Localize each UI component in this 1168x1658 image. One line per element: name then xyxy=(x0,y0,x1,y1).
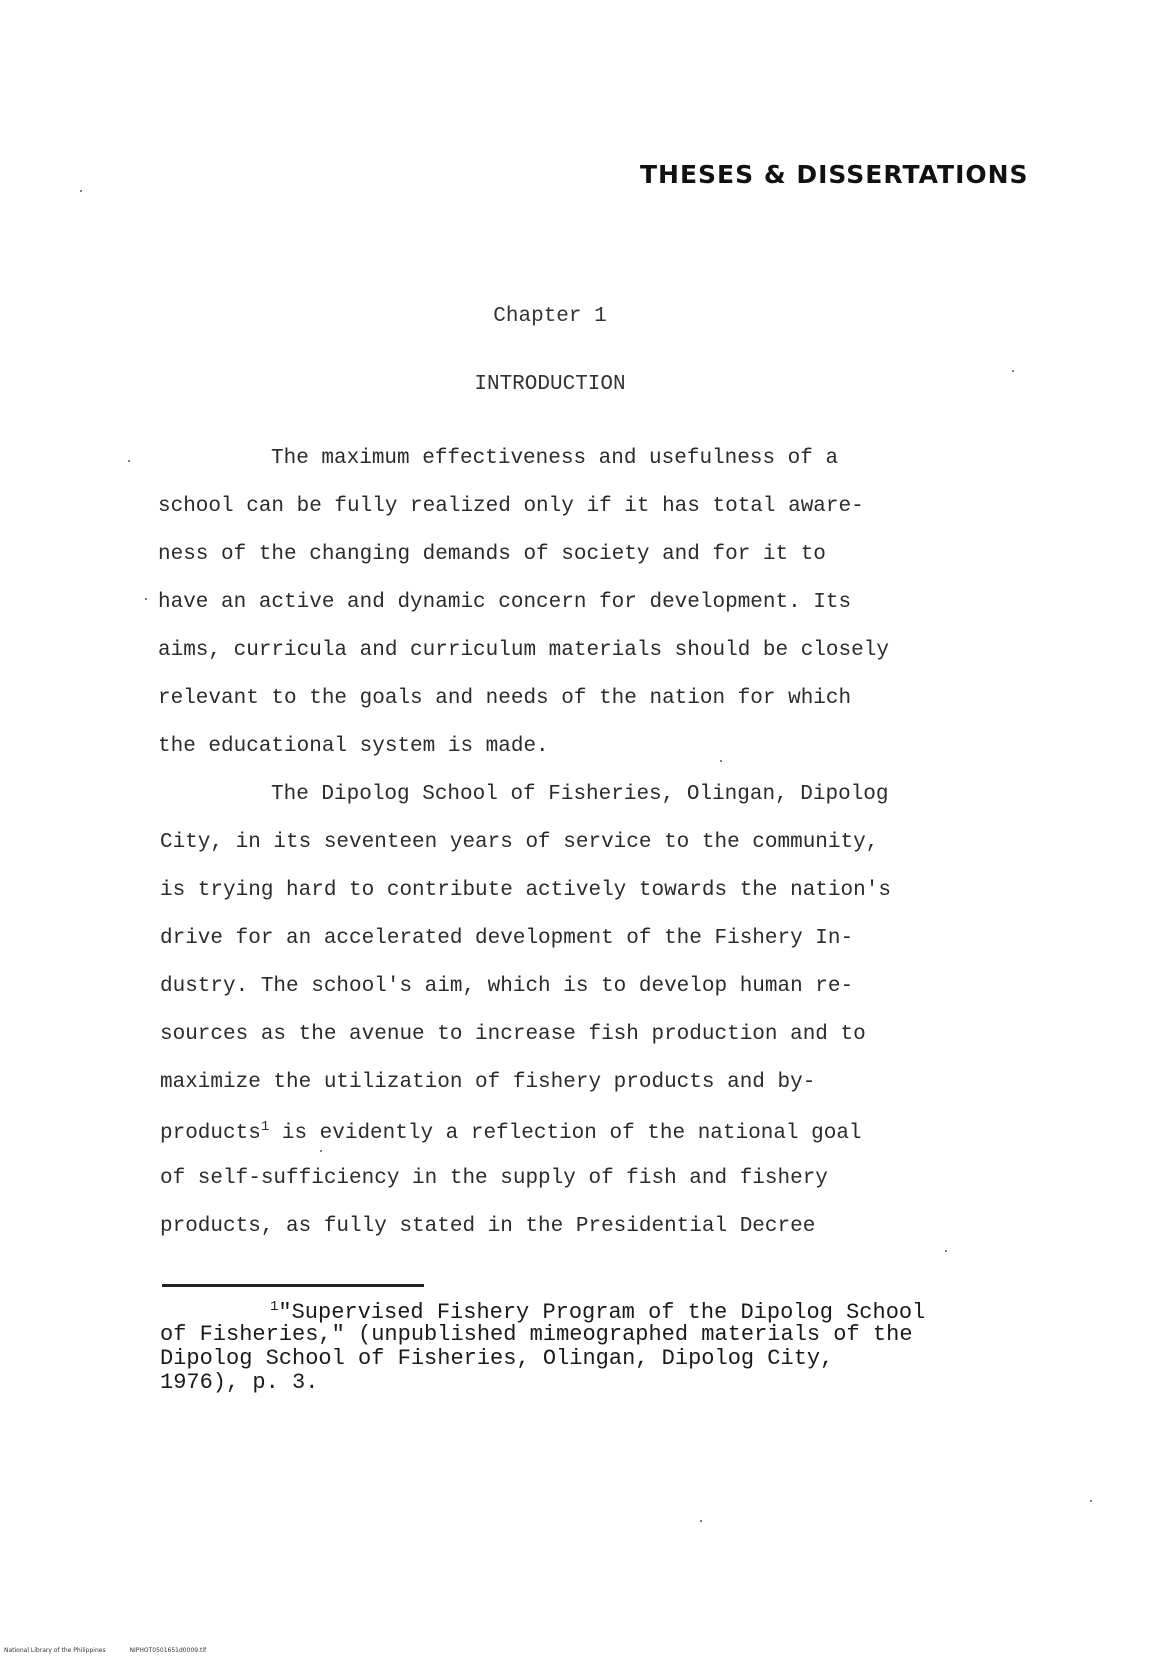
theses-dissertations-stamp: THESES & DISSERTATIONS xyxy=(640,160,1029,189)
scan-speck xyxy=(1090,1500,1092,1502)
body-line: aims, curricula and curriculum materials should be closely xyxy=(158,639,889,662)
chapter-label: Chapter 1 xyxy=(493,305,607,328)
body-line-start: products xyxy=(160,1122,261,1145)
scan-speck xyxy=(945,1250,947,1252)
scan-speck xyxy=(145,598,147,600)
body-line: have an active and dynamic concern for development. Its xyxy=(158,591,852,614)
scan-speck xyxy=(320,1150,322,1152)
file-id: NIPHOT0501651d0009.tif xyxy=(129,1647,207,1654)
footnote-reference: 1 xyxy=(260,1119,270,1135)
body-line: products, as fully stated in the Presidential Decree xyxy=(160,1215,816,1238)
body-line: sources as the avenue to increase fish production and to xyxy=(160,1023,866,1046)
body-line: City, in its seventeen years of service to the community, xyxy=(160,831,879,854)
scan-speck xyxy=(720,760,722,762)
scan-metadata xyxy=(4,1647,228,1654)
body-line-rest: is evidently a reflection of the national goal xyxy=(269,1122,862,1145)
body-line: ness of the changing demands of society and for it to xyxy=(158,543,826,566)
body-line: The maximum effectiveness and usefulness of a xyxy=(271,447,839,470)
body-line: school can be fully realized only if it has total aware- xyxy=(158,495,864,518)
body-line: of self-sufficiency in the supply of fish and fishery xyxy=(160,1167,828,1190)
footnote-divider xyxy=(162,1284,424,1287)
scan-speck xyxy=(80,190,82,192)
body-line: maximize the utilization of fishery products and by- xyxy=(160,1071,816,1094)
footnote-line: $^1$"Supervised Fishery Program of the Dipolog School xyxy=(270,1299,926,1325)
footnote-line: 1976), p. 3. xyxy=(160,1370,319,1395)
scan-speck xyxy=(1012,370,1014,372)
body-line xyxy=(160,1119,862,1145)
scan-speck xyxy=(128,460,130,462)
footnote-line: Dipolog School of Fisheries, Olingan, Dipolog City, xyxy=(160,1346,834,1371)
body-line: relevant to the goals and needs of the nation for which xyxy=(158,687,852,710)
body-line: drive for an accelerated development of the Fishery In- xyxy=(160,927,854,950)
body-line: the educational system is made. xyxy=(158,735,549,758)
body-line: The Dipolog School of Fisheries, Olingan, Dipolog xyxy=(271,783,889,806)
body-line: dustry. The school's aim, which is to develop human re- xyxy=(160,975,854,998)
footnote-marker: 1 xyxy=(270,1299,279,1315)
footnote-line: of Fisheries," (unpublished mimeographed materials of the xyxy=(160,1322,913,1347)
scan-speck xyxy=(700,1520,702,1522)
library-credit: National Library of the Philippines xyxy=(4,1647,106,1654)
body-line: is trying hard to contribute actively towards the nation's xyxy=(160,879,891,902)
chapter-title: INTRODUCTION xyxy=(474,373,626,396)
